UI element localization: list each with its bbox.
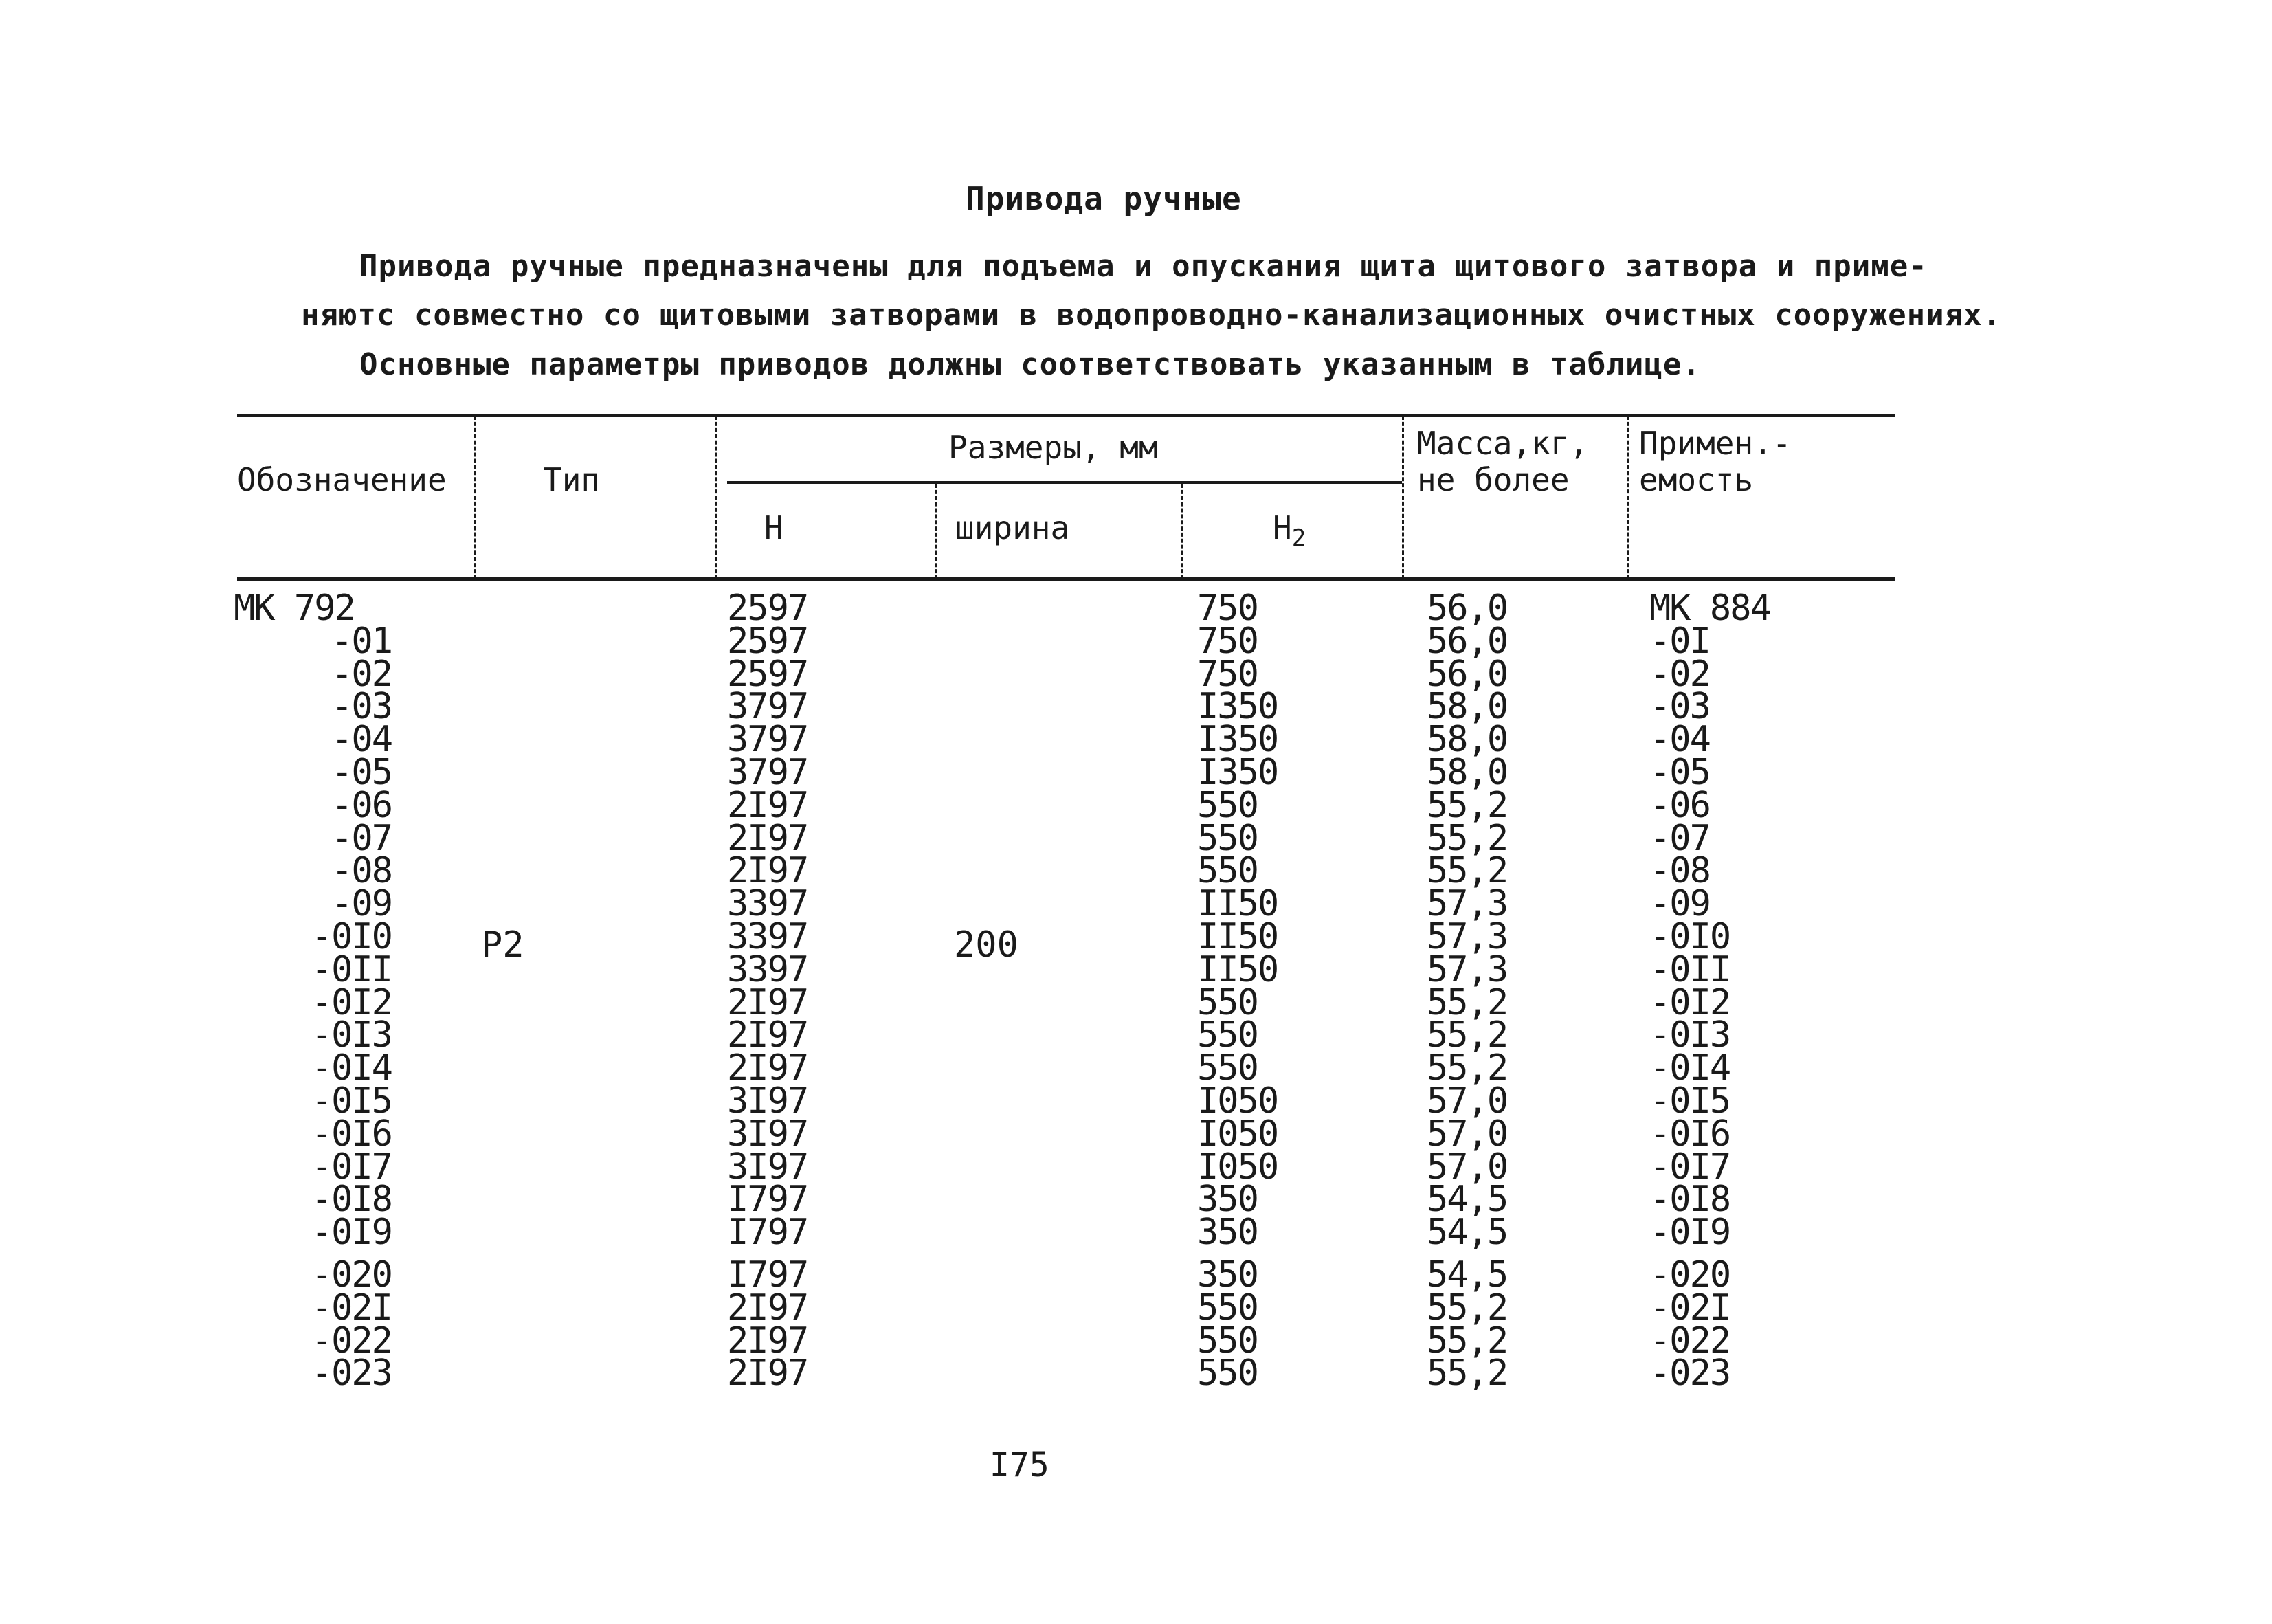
- table-cell-mass: 58,0: [1427, 751, 1508, 793]
- table-cell-h2: 550: [1197, 1320, 1258, 1361]
- table-cell-app: -0I6: [1649, 1113, 1730, 1155]
- table-cell-des: -07: [331, 817, 392, 859]
- table-cell-mass: 54,5: [1427, 1179, 1508, 1221]
- table-cell-h2: I350: [1197, 751, 1278, 793]
- table-cell-mass: 55,2: [1427, 981, 1508, 1023]
- table-cell-des: -0I9: [311, 1212, 392, 1254]
- table-cell-h: 2I97: [727, 784, 808, 826]
- col-divider-1: [474, 416, 476, 579]
- header-dimensions: Размеры, мм: [948, 429, 1158, 466]
- intro-line-3: Основные параметры приводов должны соответствовать указанным в таблице.: [359, 347, 1701, 382]
- table-cell-h2: 550: [1197, 784, 1258, 826]
- table-cell-h2: 350: [1197, 1212, 1258, 1254]
- table-cell-app: -022: [1649, 1320, 1730, 1361]
- table-cell-h: 3I97: [727, 1080, 808, 1122]
- table-cell-mass: 57,3: [1427, 948, 1508, 990]
- table-cell-h: 2I97: [727, 981, 808, 1023]
- table-cell-h2: I050: [1197, 1113, 1278, 1155]
- table-cell-h: 2I97: [727, 1047, 808, 1089]
- header-h: Н: [764, 509, 783, 546]
- table-cell-des: -02I: [311, 1287, 392, 1328]
- table-cell-h: 3I97: [727, 1146, 808, 1188]
- table-cell-h: I797: [727, 1254, 808, 1295]
- table-cell-h: 3I97: [727, 1113, 808, 1155]
- table-cell-des: -020: [311, 1254, 392, 1295]
- table-cell-mass: 57,3: [1427, 915, 1508, 957]
- table-cell-des: -06: [331, 784, 392, 826]
- table-cell-des: -09: [331, 883, 392, 925]
- dimensions-sub-rule: [727, 481, 1402, 484]
- table-cell-mass: 58,0: [1427, 719, 1508, 761]
- table-cell-h: 2I97: [727, 817, 808, 859]
- table-cell-h2: I350: [1197, 719, 1278, 761]
- table-cell-app: -04: [1649, 719, 1710, 761]
- table-cell-h: 3397: [727, 948, 808, 990]
- width-value: 200: [954, 924, 1018, 966]
- table-cell-des: -04: [331, 719, 392, 761]
- designation-column: [234, 588, 392, 1394]
- table-cell-app: -020: [1649, 1254, 1730, 1295]
- table-cell-app: -05: [1649, 751, 1710, 793]
- table-cell-mass: 57,0: [1427, 1080, 1508, 1122]
- applicability-column: [1649, 588, 1770, 1394]
- table-cell-h2: 350: [1197, 1254, 1258, 1295]
- table-cell-mass: 54,5: [1427, 1212, 1508, 1254]
- table-cell-mass: 55,2: [1427, 817, 1508, 859]
- table-cell-des: -01: [331, 620, 392, 662]
- table-cell-app: -023: [1649, 1353, 1730, 1394]
- table-cell-app: -0I8: [1649, 1179, 1730, 1221]
- table-cell-mass: 55,2: [1427, 850, 1508, 892]
- table-cell-h: 2I97: [727, 1353, 808, 1394]
- table-cell-des: -02: [331, 653, 392, 695]
- type-value: Р2: [481, 924, 524, 966]
- table-cell-h: 2I97: [727, 1287, 808, 1328]
- table-cell-des: -0I2: [311, 981, 392, 1023]
- table-cell-h2: 550: [1197, 850, 1258, 892]
- col-divider-6: [1627, 416, 1629, 579]
- page-title: Привода ручные: [966, 180, 1242, 217]
- table-cell-h: 3797: [727, 751, 808, 793]
- table-cell-app: -02I: [1649, 1287, 1730, 1328]
- table-cell-des: -0I4: [311, 1047, 392, 1089]
- table-cell-h: 3797: [727, 719, 808, 761]
- header-mass-line1: Масса,кг,: [1417, 425, 1589, 462]
- table-cell-app: МК 884: [1649, 588, 1770, 629]
- intro-line-1: Привода ручные предназначены для подъема и опускания щита щитового затвора и приме-: [359, 249, 1928, 284]
- col-divider-4: [1181, 484, 1183, 579]
- table-cell-mass: 55,2: [1427, 1287, 1508, 1328]
- header-width: ширина: [955, 509, 1070, 546]
- table-cell-mass: 57,3: [1427, 883, 1508, 925]
- h2-column: [1197, 588, 1278, 1394]
- table-cell-h2: 350: [1197, 1179, 1258, 1221]
- col-divider-3: [935, 484, 937, 579]
- table-cell-des: -0I6: [311, 1113, 392, 1155]
- table-cell-mass: 57,0: [1427, 1113, 1508, 1155]
- header-applicability-line2: емость: [1639, 461, 1754, 498]
- header-mass-line2: не более: [1417, 461, 1570, 498]
- table-cell-h2: 750: [1197, 653, 1258, 695]
- table-cell-app: -0I0: [1649, 915, 1730, 957]
- table-cell-h: 2I97: [727, 1014, 808, 1056]
- table-cell-h2: 750: [1197, 620, 1258, 662]
- table-cell-h2: 550: [1197, 1353, 1258, 1394]
- table-cell-mass: 56,0: [1427, 620, 1508, 662]
- table-cell-app: -0I5: [1649, 1080, 1730, 1122]
- table-cell-app: -08: [1649, 850, 1710, 892]
- table-top-rule: [237, 414, 1895, 417]
- table-cell-des: -0I5: [311, 1080, 392, 1122]
- col-divider-5: [1402, 416, 1404, 579]
- table-cell-h: I797: [727, 1212, 808, 1254]
- header-applicability-line1: Примен.-: [1639, 425, 1792, 462]
- table-cell-mass: 54,5: [1427, 1254, 1508, 1295]
- header-bottom-rule: [237, 577, 1895, 581]
- table-cell-des: -0I0: [311, 915, 392, 957]
- table-cell-h: 2597: [727, 653, 808, 695]
- table-cell-h: 2597: [727, 620, 808, 662]
- page-number: I75: [990, 1446, 1049, 1484]
- table-cell-h2: 550: [1197, 1014, 1258, 1056]
- table-cell-mass: 55,2: [1427, 1014, 1508, 1056]
- table-cell-app: -09: [1649, 883, 1710, 925]
- table-cell-h: 2597: [727, 588, 808, 629]
- table-cell-h: 2I97: [727, 850, 808, 892]
- header-designation: Обозначение: [237, 461, 447, 498]
- table-cell-mass: 56,0: [1427, 653, 1508, 695]
- table-cell-h2: II50: [1197, 915, 1278, 957]
- intro-line-2: няютс совместно со щитовыми затворами в водопроводно-канализационных очистных сооружениях.: [301, 298, 2002, 333]
- mass-column: [1427, 588, 1508, 1394]
- table-cell-app: -0I: [1649, 620, 1710, 662]
- table-cell-des: -0I8: [311, 1179, 392, 1221]
- table-cell-app: -07: [1649, 817, 1710, 859]
- table-cell-mass: 55,2: [1427, 1047, 1508, 1089]
- table-cell-h2: 550: [1197, 817, 1258, 859]
- table-cell-des: -0I7: [311, 1146, 392, 1188]
- table-cell-mass: 55,2: [1427, 1353, 1508, 1394]
- table-cell-h: I797: [727, 1179, 808, 1221]
- table-cell-app: -0I2: [1649, 981, 1730, 1023]
- table-cell-des: -0I3: [311, 1014, 392, 1056]
- table-cell-app: -0I3: [1649, 1014, 1730, 1056]
- h-column: [727, 588, 808, 1394]
- header-h2: $Н_2$: [1273, 509, 1306, 553]
- table-cell-h2: 550: [1197, 1047, 1258, 1089]
- table-cell-app: -0I9: [1649, 1212, 1730, 1254]
- table-cell-mass: 57,0: [1427, 1146, 1508, 1188]
- table-cell-app: -0I7: [1649, 1146, 1730, 1188]
- table-cell-h2: I050: [1197, 1080, 1278, 1122]
- table-cell-des: -08: [331, 850, 392, 892]
- col-divider-2: [715, 416, 717, 579]
- table-cell-h2: II50: [1197, 948, 1278, 990]
- table-cell-h2: II50: [1197, 883, 1278, 925]
- table-cell-app: -06: [1649, 784, 1710, 826]
- table-cell-app: -0II: [1649, 948, 1730, 990]
- table-cell-h2: I350: [1197, 686, 1278, 728]
- table-cell-des: -05: [331, 751, 392, 793]
- table-cell-des: -022: [311, 1320, 392, 1361]
- table-cell-h2: 750: [1197, 588, 1258, 629]
- table-cell-app: -03: [1649, 686, 1710, 728]
- table-cell-h2: 550: [1197, 1287, 1258, 1328]
- table-cell-h: 3397: [727, 915, 808, 957]
- table-cell-h2: 550: [1197, 981, 1258, 1023]
- table-cell-mass: 56,0: [1427, 588, 1508, 629]
- table-cell-mass: 55,2: [1427, 784, 1508, 826]
- table-cell-h: 3397: [727, 883, 808, 925]
- table-cell-h: 2I97: [727, 1320, 808, 1361]
- table-cell-des: -0II: [311, 948, 392, 990]
- table-cell-app: -02: [1649, 653, 1710, 695]
- table-cell-des: МК 792: [234, 588, 355, 629]
- table-cell-h: 3797: [727, 686, 808, 728]
- header-type: Тип: [543, 461, 601, 498]
- table-cell-mass: 58,0: [1427, 686, 1508, 728]
- table-cell-des: -023: [311, 1353, 392, 1394]
- table-cell-h2: I050: [1197, 1146, 1278, 1188]
- table-cell-mass: 55,2: [1427, 1320, 1508, 1361]
- table-cell-app: -0I4: [1649, 1047, 1730, 1089]
- table-cell-des: -03: [331, 686, 392, 728]
